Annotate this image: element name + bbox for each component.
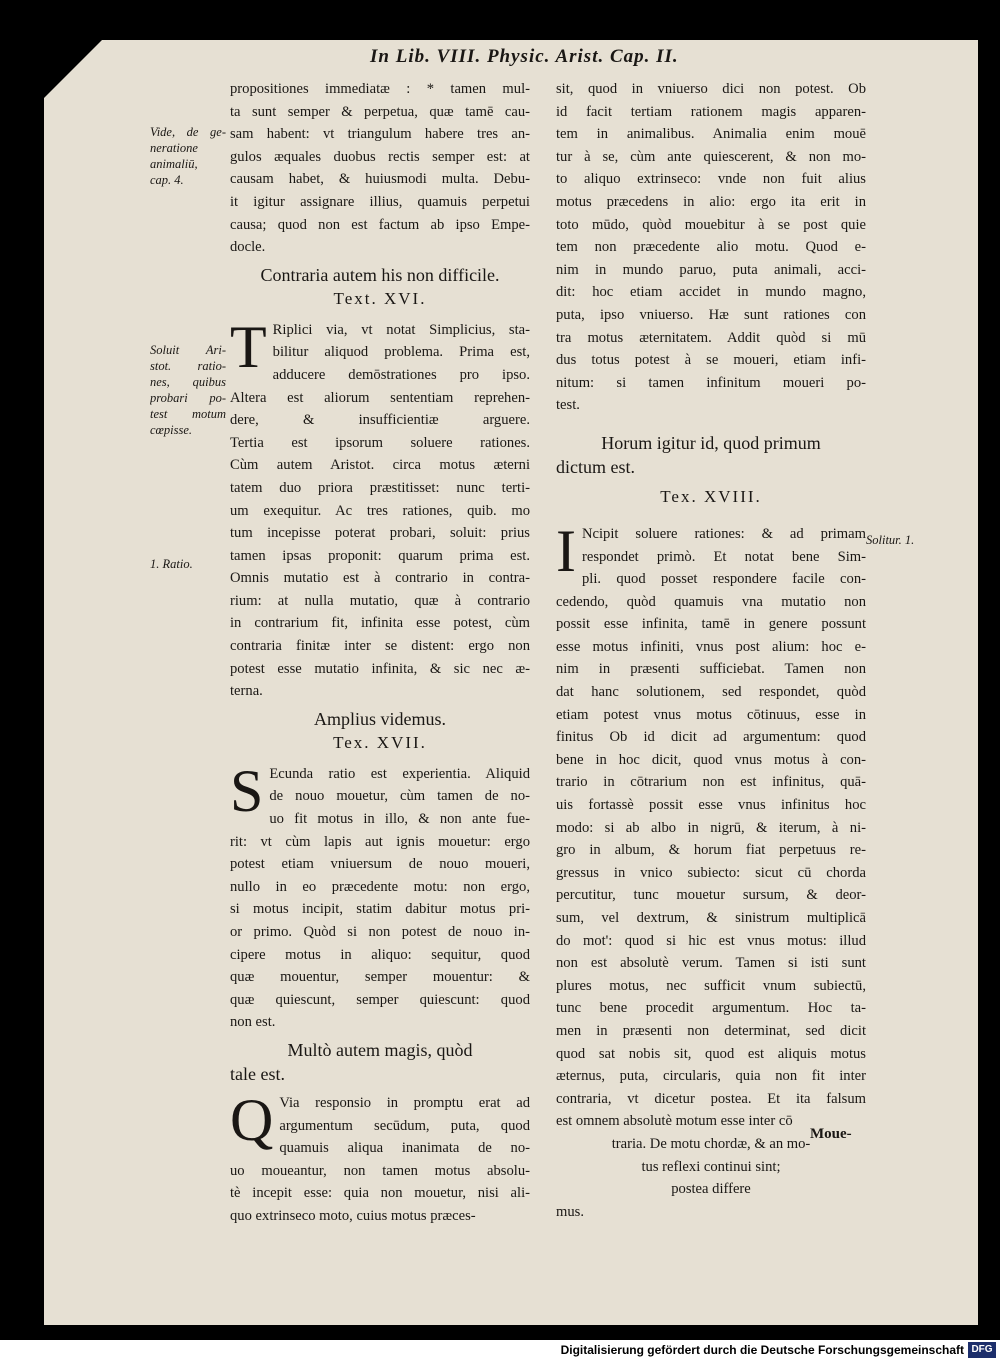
text-line: Riplici via, vt notat Simplicius, sta- [272, 321, 530, 338]
paragraph-xviii [556, 517, 866, 1133]
text-line: potest etiam vniuersum de nouo moueri, [230, 856, 530, 873]
margin-note-line: Solitur. 1. [866, 533, 915, 547]
text-line: Tertia est ipsorum soluere rationes. [230, 434, 530, 451]
drop-cap: Q [230, 1086, 274, 1153]
text-line: tem non præcedente alio motu. Quod e- [556, 239, 866, 256]
text-line: tem in animalibus. Animalia enim mouē [556, 126, 866, 143]
text-line: respondet primò. Et notat bene Sim- [581, 548, 866, 565]
text-line: etiam potest vnus motus cōtinuus, esse in [556, 706, 866, 723]
text-line: de nouo mouetur, cùm tamen de no- [269, 788, 530, 805]
text-line: id facit tertiam rationem magis apparen- [556, 103, 866, 120]
text-line: terna. [230, 683, 263, 700]
heading-text-xvii: Amplius videmus. [313, 708, 446, 729]
text-line: uo fit motus in illo, & non ante fue- [269, 811, 530, 828]
text-line: puta, ipso vniuerso. Hæ sunt rationes con [556, 306, 866, 323]
text-line: gressus in vnico subiecto: sicut cū chorda [556, 864, 866, 881]
text-line: do mot': quod si hic est vnus motus: illud [556, 932, 866, 949]
text-line: Ncipit soluere rationes: & ad primam [581, 525, 866, 542]
text-line: est omnem absolutè motum esse inter cō [556, 1113, 793, 1130]
margin-note-line: nes, quibus [150, 375, 226, 389]
text-line: finitus Ob id dicit ad argumentum: quod [556, 729, 866, 746]
left-column [230, 78, 530, 1228]
text-line: in contrarium fit, infinita esse potest, cùm [230, 615, 530, 632]
margin-note-line: neratione [150, 141, 198, 155]
text-line: ta sunt semper & perpetua, quæ tamē cau- [230, 103, 530, 120]
right-intro-paragraph [556, 78, 866, 417]
text-line: quæ mouentur, semper mouentur: & [230, 969, 530, 986]
text-line: sum, vel dextrum, & sinistrum multiplicā [556, 910, 866, 926]
closing-lines [556, 1133, 866, 1223]
margin-note-line: probari po- [150, 391, 226, 405]
text-line: trario in cōtrarium non est infinitus, quā- [556, 774, 866, 791]
margin-note-line: 1. Ratio. [150, 557, 193, 571]
text-line: potest esse mutatio infinita, & sic nec æ- [230, 660, 530, 677]
text-line: causa; quod non est factum ab ipso Empe- [230, 216, 530, 233]
text-line: Ecunda ratio est experientia. Aliquid [269, 765, 530, 782]
text-line: uo moueantur, non tamen motus absolu- [230, 1162, 530, 1179]
text-line: percutitur, tunc mouetur sursum, & deor- [556, 887, 866, 904]
text-line: or primo. Quòd si non potest de nouo in- [230, 924, 530, 940]
closing-line: mus. [556, 1203, 584, 1220]
running-head: In Lib. VIII. Physic. Arist. Cap. II. [370, 46, 679, 67]
text-number-xvi: Text. XVI. [333, 288, 427, 308]
text-line: bene in hoc dicit, quod vnus motus à con- [556, 751, 866, 768]
text-line: Omnis mutatio est à contrario in contra- [230, 570, 530, 587]
paragraph-xvi [230, 313, 530, 703]
text-line: dere, & insufficientiæ arguere. [230, 412, 530, 429]
text-line: tatem duo priora præstitisset: nunc terti- [230, 479, 530, 496]
margin-note-line: stot. ratio- [150, 359, 226, 373]
text-line: contraria, vt dicetur postea. Et ita falsum [556, 1090, 866, 1107]
margin-note-line: animaliū, [150, 157, 198, 171]
footer-bar [0, 1340, 1000, 1362]
text-line: non est absolutè verum. Tamen si isti sunt [556, 955, 866, 972]
paragraph-xvii [230, 757, 530, 1034]
heading-line: tale est. [230, 1063, 285, 1084]
text-line: tra motus æternitatem. Addit quòd si mū [556, 329, 866, 346]
margin-note-soluit [150, 342, 226, 438]
text-line: causam habet, & huiusmodi multa. Debu- [230, 171, 530, 188]
margin-note-vide [150, 124, 226, 188]
text-line: tè incepit esse: quia non mouetur, nisi ali- [230, 1185, 530, 1202]
text-line: quo extrinseco moto, cuius motus præces- [230, 1207, 476, 1224]
text-line: non est. [230, 1014, 276, 1031]
left-intro-paragraph [230, 78, 530, 259]
margin-note-line: test motum [150, 407, 226, 421]
text-line: rit: vt cùm lapis aut ignis mouetur: ergo [230, 833, 530, 850]
text-line: nullo in eo præcedente motu: non ergo, [230, 878, 530, 895]
text-line: Via responsio in promptu erat ad [279, 1094, 530, 1111]
text-line: quamuis aliqua inanimata de no- [279, 1140, 530, 1157]
margin-note-line: cap. 4. [150, 173, 184, 187]
text-line: docle. [230, 239, 266, 256]
text-line: sam habent: vt triangulum habere tres an- [230, 126, 530, 143]
text-line: uis fortassè possit esse vnus infinitus hoc [556, 797, 866, 814]
text-line: esse motus infiniti, vnus post alium: hoc e- [556, 638, 866, 655]
text-line: contraria finitæ inter se distent: ergo non [230, 638, 530, 655]
margin-note-solitur [866, 532, 956, 548]
text-line: dat hanc solutionem, sed respondet, quòd [556, 684, 866, 701]
text-line: it igitur assignare illius, quamuis perpetui [230, 193, 530, 210]
heading-multo [230, 1038, 530, 1086]
margin-note-line: Soluit Ari- [150, 343, 226, 357]
text-line: cedendo, quòd quamuis vna mutatio non [556, 593, 866, 610]
funding-notice: Digitalisierung gefördert durch die Deutsche Forschungsgemeinschaft [560, 1343, 964, 1357]
text-line: pli. quod posset respondere facile con- [581, 571, 866, 588]
closing-line: traria. De motu chordæ, & an mo- [611, 1135, 811, 1152]
heading-line: Horum igitur id, quod primum [601, 432, 821, 453]
text-line: gro in album, & horum fiat perpetuus re- [556, 842, 866, 859]
text-line: cipere motus in aliquo: sequitur, quod [230, 946, 530, 963]
dfg-logo: DFG [968, 1342, 996, 1358]
text-line: men in præsenti non determinat, sed dicit [556, 1022, 866, 1039]
text-line: propositiones immediatæ : * tamen mul- [230, 81, 530, 97]
closing-line: postea differe [671, 1181, 751, 1198]
text-line: toto mūdo, quòd mouebitur à se post quie [556, 216, 866, 233]
text-line: possit esse infinita, tamē in genere possunt [556, 616, 866, 633]
text-line: nitum: si tamen infinitum moueri po- [556, 374, 866, 391]
closing-line: tus reflexi continui sint; [641, 1158, 781, 1175]
text-line: si motus incipit, statim dabitur motus pri- [230, 901, 530, 918]
text-line: tum incepisse poterat probari, soluit: prius [230, 525, 530, 542]
text-line: dus totus potest à se moueri, etiam infi- [556, 352, 866, 369]
text-line: sit, quod in vniuerso dici non potest. Ob [556, 81, 866, 97]
drop-cap: I [556, 517, 576, 584]
paragraph-multo [230, 1086, 530, 1228]
text-number-xvii: Tex. XVII. [333, 732, 427, 752]
catchword: Moue- [810, 1126, 852, 1142]
text-number-xviii: Tex. XVIII. [660, 486, 762, 506]
text-line: quæ quiescunt, semper quiescunt: quod [230, 991, 530, 1008]
text-line: dit: hoc etiam accidet in mundo magno, [556, 284, 866, 301]
heading-line: Multò autem magis, quòd [287, 1039, 473, 1060]
text-line: plures motus, nec sufficit vnum subiectū, [556, 977, 866, 994]
text-line: bilitur aliquod problema. Prima est, [272, 344, 530, 361]
text-line: modo: si ab albo in nigrū, & iterum, à ni- [556, 819, 866, 836]
torn-corner [44, 40, 102, 98]
text-line: gulos æquales duobus rectis semper est: at [230, 148, 530, 165]
text-line: quod sat nobis sit, quod est aliquis motus [556, 1045, 866, 1062]
right-column [556, 78, 866, 1223]
text-line: argumentum secūdum, puta, quod [279, 1117, 530, 1134]
heading-text-xvi: Contraria autem his non difficile. [260, 264, 500, 285]
drop-cap: T [230, 313, 267, 380]
text-line: test. [556, 397, 580, 414]
margin-note-line: cœpisse. [150, 423, 193, 437]
text-line: motus præcedens in alio: ergo ita erit in [556, 193, 866, 210]
text-line: æternus, puta, circularis, quia non fit inter [556, 1068, 866, 1085]
drop-cap: S [230, 757, 264, 824]
text-line: Cùm autem Aristot. circa motus æterni [230, 457, 530, 474]
text-line: adducere demōstrationes pro ipso. [272, 366, 530, 383]
text-line: Altera est aliorum sententiam reprehen- [230, 389, 530, 406]
margin-note-ratio [150, 556, 226, 572]
heading-line: dictum est. [556, 456, 635, 477]
text-line: rium: at nulla mutatio, quæ à contrario [230, 592, 530, 609]
text-line: to aliquo extrinseco: vnde non fuit alius [556, 171, 866, 188]
text-line: nim in mundo paruo, puta animali, acci- [556, 261, 866, 278]
text-line: tunc bene procedit argumentum. Hoc ta- [556, 1000, 866, 1017]
text-line: um exequitur. Ac tres rationes, quib. mo [230, 502, 530, 519]
heading-text-xviii [556, 431, 866, 479]
text-line: tamen ipsas proponit: quarum prima est. [230, 547, 530, 564]
text-line: nim in præsenti sufficiebat. Tamen non [556, 661, 866, 678]
margin-note-line: Vide, de ge- [150, 125, 226, 139]
text-line: tur à se, cùm ante quiescerent, & non mo- [556, 148, 866, 165]
